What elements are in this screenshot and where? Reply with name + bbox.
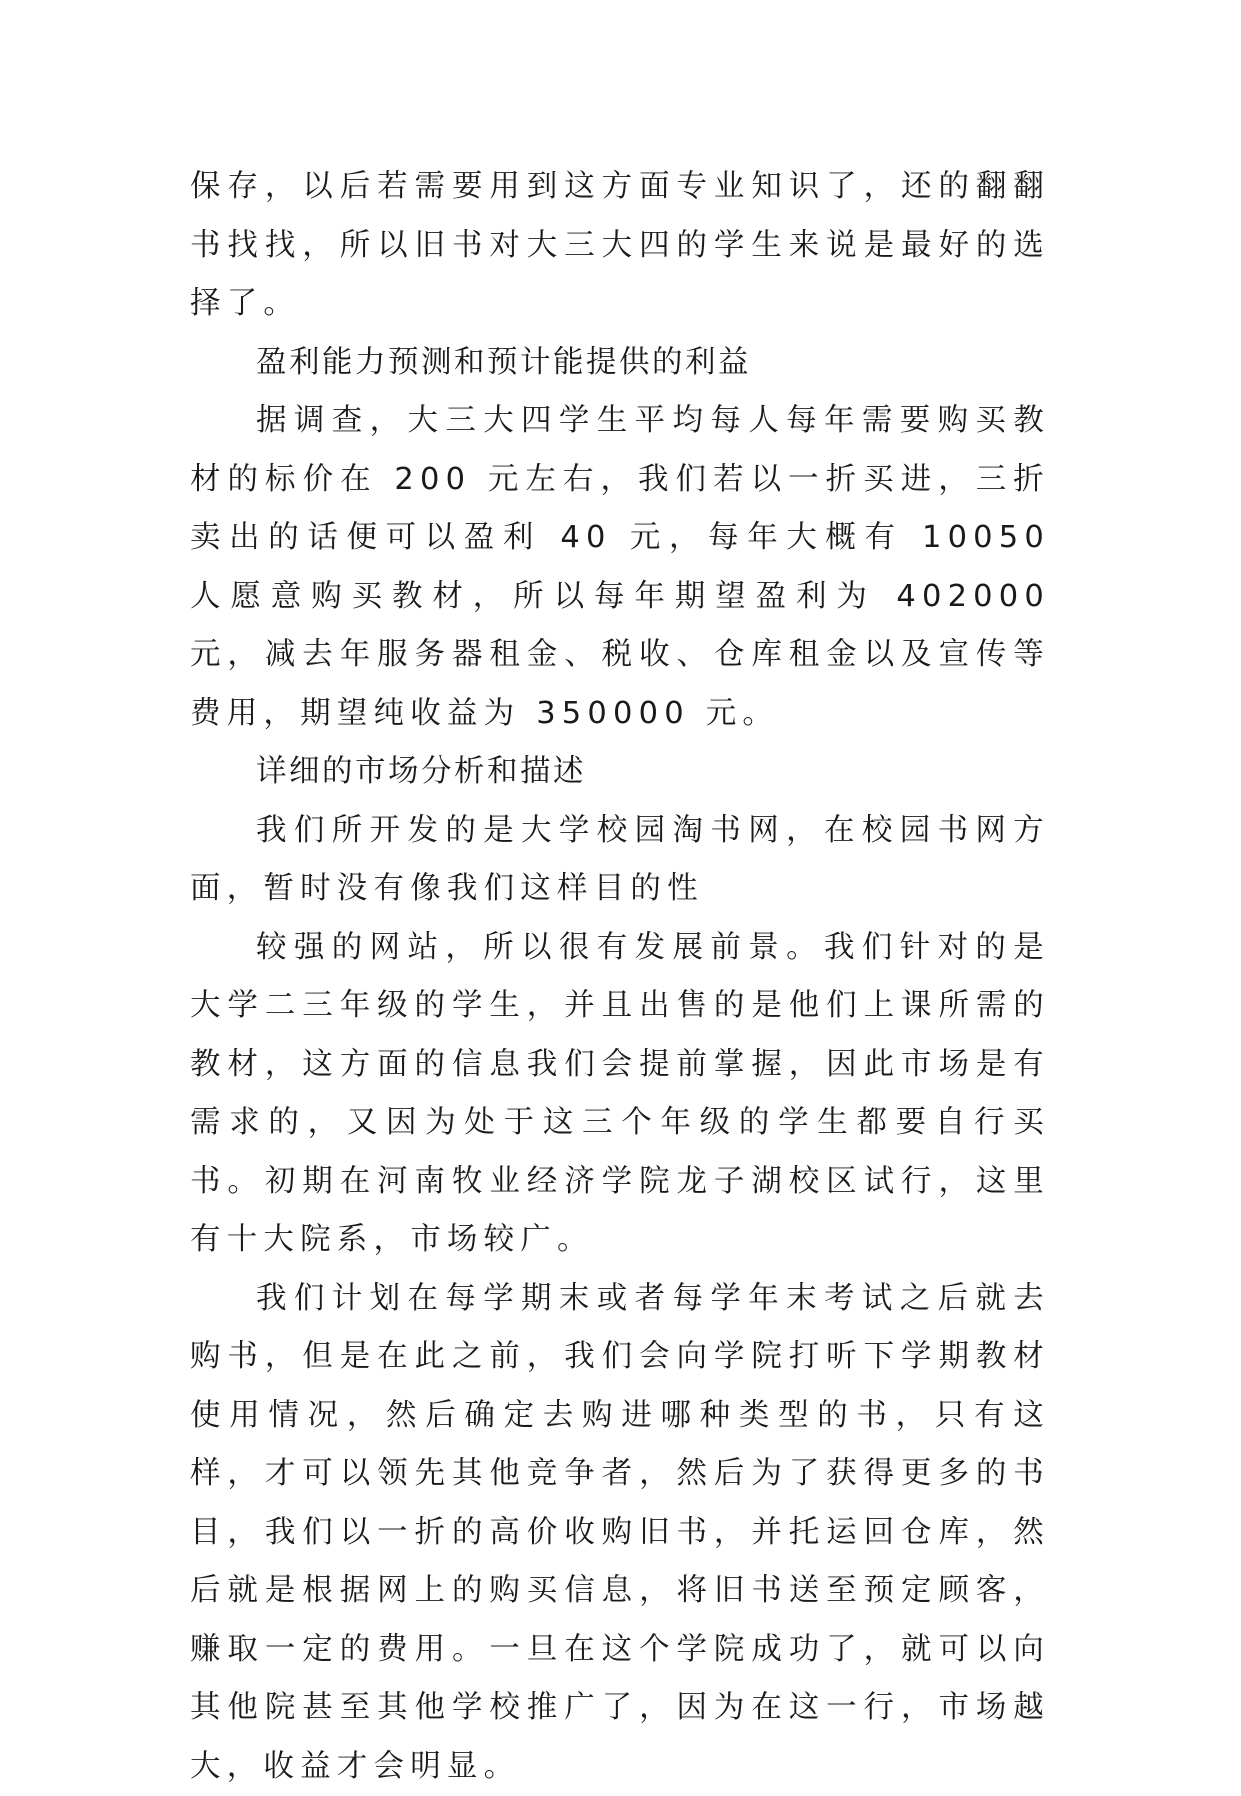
paragraph-market-prospects: 较强的网站，所以很有发展前景。我们针对的是大学二三年级的学生，并且出售的是他们上课所需的教材，这方面的信息我们会提前掌握，因此市场是有需求的，又因为处于这三个年级的学生都要自行买书。初期在河南牧业经济学院龙子湖校区试行，这里有十大院系，市场较广。 — [190, 919, 1050, 1270]
paragraph-continuation: 保存，以后若需要用到这方面专业知识了，还的翻翻书找找，所以旧书对大三大四的学生来说是最好的选择了。 — [190, 158, 1050, 334]
paragraph-survey-profit: 据调查，大三大四学生平均每人每年需要购买教材的标价在 200 元左右，我们若以一折买进，三折卖出的话便可以盈利 40 元，每年大概有 10050 人愿意购买教材，所以每年期望盈利为 402000 元，减去年服务器租金、税收、仓库租金以及宣传等费用，期望纯收益为 350000 元。 — [190, 392, 1050, 743]
section-heading-profit-forecast: 盈利能力预测和预计能提供的利益 — [190, 334, 1050, 393]
document-body — [190, 158, 1050, 1796]
section-heading-market-analysis: 详细的市场分析和描述 — [190, 743, 1050, 802]
paragraph-campus-bookstore: 我们所开发的是大学校园淘书网，在校园书网方面，暂时没有像我们这样目的性 — [190, 802, 1050, 919]
paragraph-purchase-plan: 我们计划在每学期末或者每学年末考试之后就去购书，但是在此之前，我们会向学院打听下学期教材使用情况，然后确定去购进哪种类型的书，只有这样，才可以领先其他竞争者，然后为了获得更多的书目，我们以一折的高价收购旧书，并托运回仓库，然后就是根据网上的购买信息，将旧书送至预定顾客，赚取一定的费用。一旦在这个学院成功了，就可以向其他院甚至其他学校推广了，因为在这一行，市场越大，收益才会明显。 — [190, 1270, 1050, 1796]
